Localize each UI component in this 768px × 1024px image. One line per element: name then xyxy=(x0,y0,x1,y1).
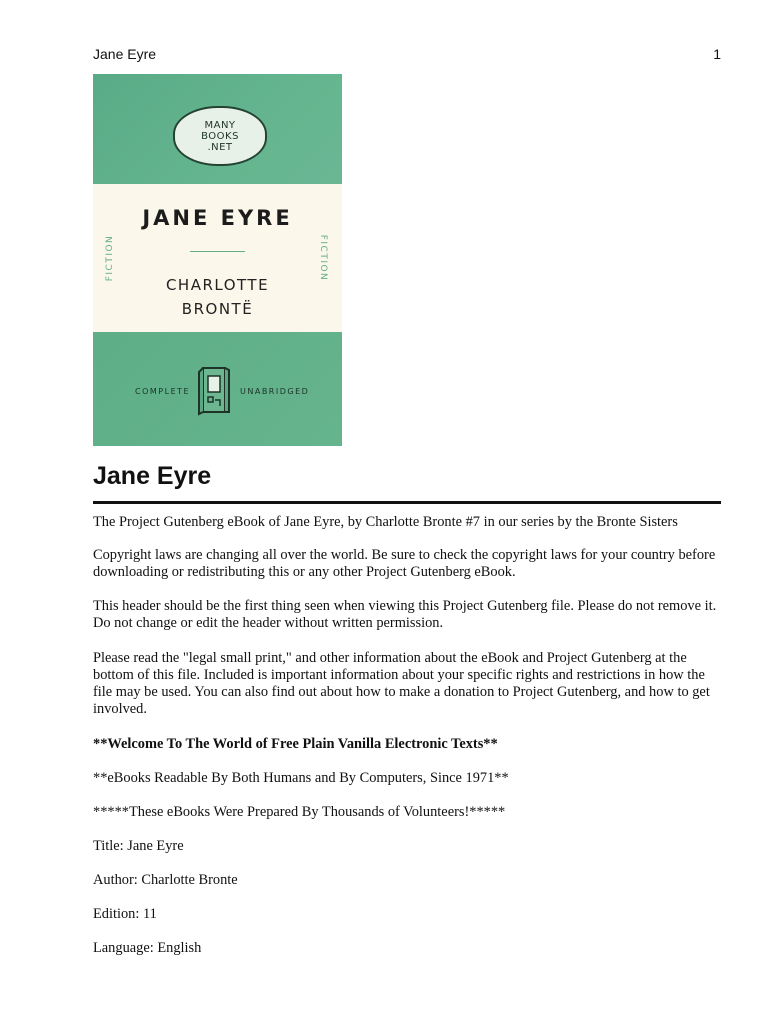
title-line: Title: Jane Eyre xyxy=(93,838,184,854)
intro-paragraph: The Project Gutenberg eBook of Jane Eyre, by Charlotte Bronte #7 in our series by the Bronte Sisters xyxy=(93,514,678,530)
fiction-label-right: FICTION xyxy=(318,234,328,282)
fiction-label-left: FICTION xyxy=(105,234,115,282)
running-header xyxy=(93,46,721,66)
edition-line: Edition: 11 xyxy=(93,906,157,922)
author-line: Author: Charlotte Bronte xyxy=(93,872,238,888)
header-notice-paragraph: This header should be the first thing seen when viewing this Project Gutenberg file. Please do not remove it. Do not change or edit the header without written permission. xyxy=(93,598,717,631)
book-cover xyxy=(93,74,342,446)
welcome-line: **Welcome To The World of Free Plain Vanilla Electronic Texts** xyxy=(93,736,498,752)
page-number: 1 xyxy=(713,46,721,62)
legal-paragraph: Please read the "legal small print," and other information about the eBook and Project Gutenberg at the bottom of this file. Included is important information about your specific rights and restrictions in how the file may be used. You can also find out about how to make a donation to Project Gutenberg, and how to get involved. xyxy=(93,650,710,717)
readable-line: **eBooks Readable By Both Humans and By Computers, Since 1971** xyxy=(93,770,509,786)
cover-title: JANE EYRE xyxy=(142,206,293,230)
cover-author: CHARLOTTE BRONTË xyxy=(165,276,270,318)
heading-rule xyxy=(93,501,721,504)
copyright-paragraph: Copyright laws are changing all over the world. Be sure to check the copyright laws for your country before downloading or redistributing this or any other Project Gutenberg eBook. xyxy=(93,547,716,580)
complete-label: COMPLETE xyxy=(135,387,191,396)
book-icon xyxy=(195,364,237,416)
unabridged-label: UNABRIDGED xyxy=(240,387,310,396)
volunteers-line: *****These eBooks Were Prepared By Thousands of Volunteers!***** xyxy=(93,804,506,820)
publisher-logo: MANY BOOKS .NET xyxy=(173,106,267,166)
running-title: Jane Eyre xyxy=(93,46,157,62)
language-line: Language: English xyxy=(93,940,202,956)
document-heading: Jane Eyre xyxy=(93,462,212,490)
cover-divider xyxy=(190,251,245,252)
